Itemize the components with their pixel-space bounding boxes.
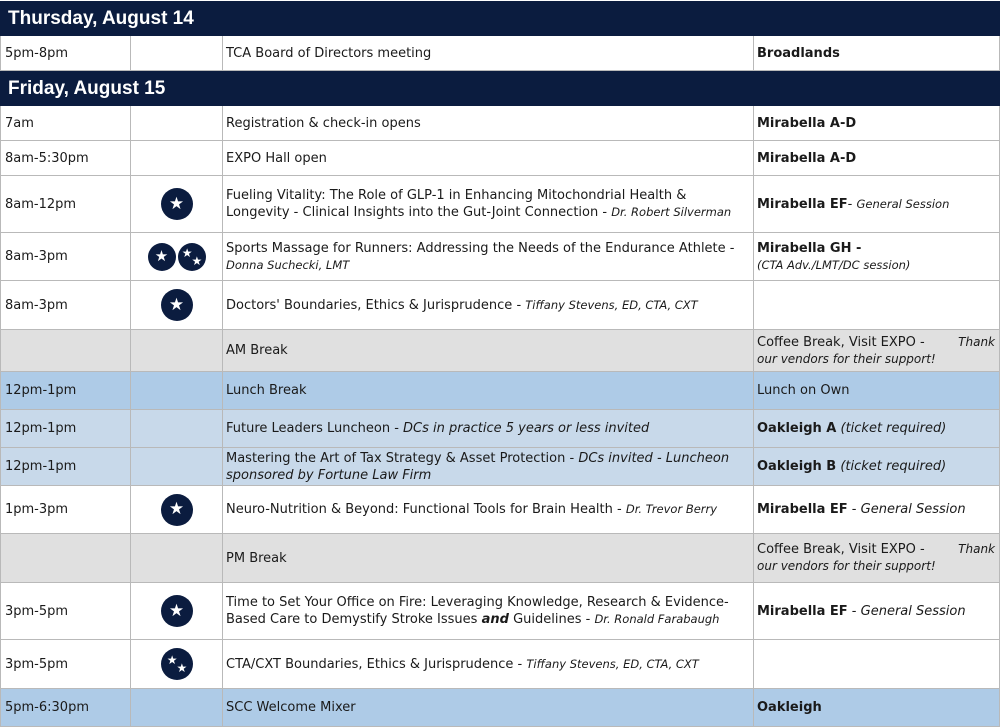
location-cell: Mirabella A-D (757, 115, 857, 131)
table-row (0, 106, 1000, 141)
star-icon: ★ (161, 494, 193, 526)
location-name: Mirabella EF (757, 196, 848, 212)
event-cell: SCC Welcome Mixer (223, 689, 754, 726)
star-icon: ★ (161, 595, 193, 627)
location-cell (754, 410, 999, 447)
time-cell: 12pm-1pm (1, 410, 131, 447)
location-name: Mirabella EF (757, 502, 848, 517)
day-header-friday (0, 71, 1000, 106)
double-star-icon: ★ ★ (178, 243, 206, 271)
table-row (0, 486, 1000, 534)
time-cell: 3pm-5pm (1, 640, 131, 688)
location-cell: Mirabella EF - General Session (757, 502, 966, 517)
time-cell: 8am-5:30pm (1, 141, 131, 175)
time-cell: 3pm-5pm (1, 583, 131, 639)
event-cell: AM Break (223, 330, 754, 371)
event-cell: TCA Board of Directors meeting (223, 36, 754, 70)
location-note: (ticket required) (840, 459, 947, 474)
table-row (0, 448, 1000, 486)
location-note: General Session (856, 196, 950, 211)
location-thank: Thank (958, 542, 995, 556)
event-cell (223, 233, 754, 280)
event-title: CTA/CXT Boundaries, Ethics & Jurisprudence - (226, 656, 523, 672)
location-name: Mirabella EF (757, 603, 848, 619)
location-cell (754, 448, 999, 485)
location-name: Mirabella GH - (757, 240, 862, 256)
time-cell (1, 330, 131, 371)
time-cell: 8am-3pm (1, 281, 131, 329)
location-cell (754, 281, 999, 329)
icon-cell (131, 486, 223, 533)
event-title: Mastering the Art of Tax Strategy & Asset Protection - (226, 450, 575, 466)
table-row (0, 330, 1000, 372)
day-title: Thursday, August 14 (8, 7, 194, 29)
star-icon: ★ (161, 188, 193, 220)
location-cell: Mirabella EF - General Session (757, 603, 966, 619)
icon-cell (131, 106, 223, 140)
location-cell: Broadlands (757, 45, 840, 61)
icon-cell (131, 448, 223, 485)
table-row (0, 410, 1000, 448)
location-name: Oakleigh A (757, 421, 837, 436)
location-note: (ticket required) (840, 421, 947, 436)
event-cell: Doctors' Boundaries, Ethics & Jurisprudence - Tiffany Stevens, ED, CTA, CXT (223, 281, 754, 329)
speaker: Donna Suchecki, LMT (226, 257, 350, 272)
event-title: Fueling Vitality: The Role of GLP-1 in Enhancing Mitochondrial Health & Longevity - Clinical Insights into the Gut-Joint Connection (226, 188, 687, 220)
time-cell: 8am-12pm (1, 176, 131, 232)
double-star-icon: ★ ★ (161, 648, 193, 680)
table-row (0, 640, 1000, 689)
location-cell: Mirabella EF- General Session (757, 196, 950, 212)
icon-cell (131, 233, 223, 280)
table-row (0, 534, 1000, 583)
event-cell (223, 640, 754, 688)
location-name: Coffee Break, Visit EXPO - (757, 334, 925, 350)
event-and: and (481, 612, 509, 627)
location-note: our vendors for their support! (757, 559, 936, 573)
event-cell: EXPO Hall open (223, 141, 754, 175)
location-cell (754, 330, 999, 371)
table-row (0, 583, 1000, 640)
event-title: Neuro-Nutrition & Beyond: Functional Tools for Brain Health (226, 502, 613, 517)
location-note: our vendors for their support! (757, 351, 936, 366)
table-row (0, 372, 1000, 410)
icon-cell (131, 410, 223, 447)
star-icon: ★ (148, 243, 176, 271)
location-cell (754, 640, 999, 688)
time-cell: 12pm-1pm (1, 448, 131, 485)
table-row (0, 141, 1000, 176)
icon-cell (131, 583, 223, 639)
day-header-thursday (0, 1, 1000, 36)
location-cell (754, 233, 999, 280)
event-cell: Registration & check-in opens (223, 106, 754, 140)
speaker: Tiffany Stevens, ED, CTA, CXT (526, 656, 699, 671)
event-cell: PM Break (223, 534, 754, 582)
table-row (0, 233, 1000, 281)
time-cell: 12pm-1pm (1, 372, 131, 409)
location-note: (CTA Adv./LMT/DC session) (757, 257, 911, 272)
icon-cell (131, 534, 223, 582)
icon-cell (131, 372, 223, 409)
table-row (0, 689, 1000, 727)
location-cell: Mirabella A-D (757, 150, 857, 166)
event-cell: Neuro-Nutrition & Beyond: Functional Tools for Brain Health - Dr. Trevor Berry (223, 486, 754, 533)
speaker: Tiffany Stevens, ED, CTA, CXT (525, 297, 698, 312)
event-title: Doctors' Boundaries, Ethics & Jurisprudence (226, 297, 513, 313)
event-cell: Lunch Break (223, 372, 754, 409)
location-name: Oakleigh B (757, 459, 837, 474)
location-thank: Thank (958, 334, 995, 349)
event-title: Time to Set Your Office on Fire: Leveraging Knowledge, Research & Evidence-Based Care to Demystify Stroke Issues (226, 595, 729, 627)
location-cell (754, 534, 999, 582)
event-cell (223, 448, 754, 485)
day-title: Friday, August 15 (8, 77, 166, 99)
icon-group (148, 243, 206, 271)
table-row (0, 281, 1000, 330)
icon-cell (131, 330, 223, 371)
event-cell: Time to Set Your Office on Fire: Leveraging Knowledge, Research & Evidence-Based Care to Demystify Stroke Issues and Guidelines - Dr. Ronald Farabaugh (223, 583, 754, 639)
icon-cell (131, 36, 223, 70)
speaker: Dr. Robert Silverman (611, 205, 732, 219)
time-cell: 5pm-8pm (1, 36, 131, 70)
table-row (0, 36, 1000, 71)
icon-cell (131, 689, 223, 726)
time-cell (1, 534, 131, 582)
location-name: Coffee Break, Visit EXPO - (757, 542, 925, 557)
event-note: DCs in practice 5 years or less invited (403, 421, 650, 436)
location-cell: Lunch on Own (757, 383, 850, 398)
event-title: Sports Massage for Runners: Addressing the Needs of the Endurance Athlete - (226, 240, 735, 256)
time-cell: 1pm-3pm (1, 486, 131, 533)
table-row (0, 176, 1000, 233)
location-note: General Session (860, 603, 966, 619)
time-cell: 7am (1, 106, 131, 140)
star-icon: ★ (161, 289, 193, 321)
event-title: Future Leaders Luncheon - (226, 421, 399, 436)
location-cell: Oakleigh (757, 700, 822, 715)
speaker: Dr. Ronald Farabaugh (594, 612, 720, 626)
time-cell: 8am-3pm (1, 233, 131, 280)
location-note: General Session (860, 502, 966, 517)
icon-cell (131, 176, 223, 232)
icon-cell (131, 281, 223, 329)
event-cell (223, 410, 754, 447)
speaker: Dr. Trevor Berry (625, 502, 718, 516)
time-cell: 5pm-6:30pm (1, 689, 131, 726)
icon-cell (131, 640, 223, 688)
icon-cell (131, 141, 223, 175)
event-note: DCs invited - Luncheon sponsored by Fortune Law Firm (226, 450, 730, 483)
event-cell: Fueling Vitality: The Role of GLP-1 in Enhancing Mitochondrial Health & Longevity - Clinical Insights into the Gut-Joint Connection - Dr. Robert Silverman (223, 176, 754, 232)
event-tail: Guidelines (513, 612, 582, 627)
